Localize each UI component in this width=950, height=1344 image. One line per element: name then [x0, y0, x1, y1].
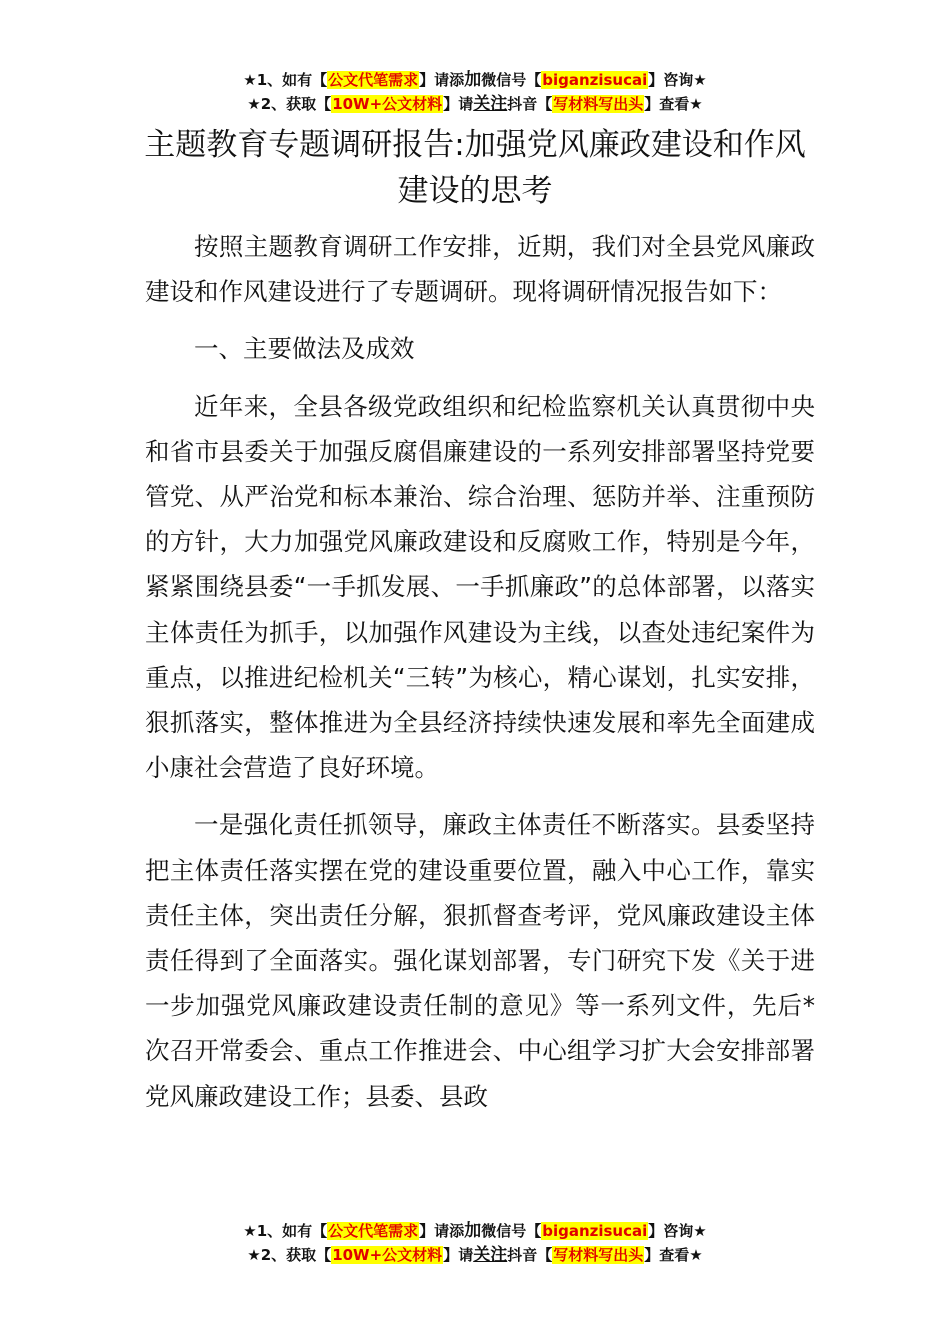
paragraph: 近年来，全县各级党政组织和纪检监察机关认真贯彻中央和省市县委关于加强反腐倡廉建设的一系列安排部署坚持党要管党、从严治党和标本兼治、综合治理、惩防并举、注重预防的方针，大力加强党风廉政建设和反腐败工作，特别是今年，紧紧围绕县委“一手抓发展、一手抓廉政”的总体部署，以落实主体责任为抓手，以加强作风建设为主线，以查处违纪案件为重点，以推进纪检机关“三转”为核心，精心谋划，扎实安排，狠抓落实，整体推进为全县经济持续快速发展和率先全面建成小康社会营造了良好环境。 [145, 391, 815, 783]
bottom-banner [0, 1219, 950, 1267]
section-heading: 一、主要做法及成效 [194, 334, 415, 364]
banner-highlight: 公文代笔需求 [328, 71, 419, 89]
banner-line-1: ★1、如有【公文代笔需求】请添加微信号【biganzisucai】咨询★ [243, 1221, 707, 1241]
paragraph-intro: 按照主题教育调研工作安排，近期，我们对全县党风廉政建设和作风建设进行了专题调研。现将调研情况报告如下： [145, 232, 815, 307]
banner-highlight: 10W+公文材料 [332, 95, 443, 113]
document-body [145, 224, 815, 1119]
paragraph: 一是强化责任抓领导，廉政主体责任不断落实。县委坚持把主体责任落实摆在党的建设重要位置，融入中心工作，靠实责任主体，突出责任分解，狠抓督查考评，党风廉政建设主体责任得到了全面落实。强化谋划部署，专门研究下发《关于进一步加强党风廉政建设责任制的意见》等一系列文件，先后*次召开常委会、重点工作推进会、中心组学习扩大会安排部署党风廉政建设工作；县委、县政 [145, 810, 815, 1111]
banner-wechat-id: biganzisucai [542, 1222, 648, 1240]
banner-highlight: 10W+公文材料 [332, 1246, 443, 1264]
banner-line-2: ★2、获取【10W+公文材料】请关注抖音【写材料写出头】查看★ [247, 94, 703, 114]
banner-line-1: ★1、如有【公文代笔需求】请添加微信号【biganzisucai】咨询★ [243, 70, 707, 90]
banner-line-2: ★2、获取【10W+公文材料】请关注抖音【写材料写出头】查看★ [247, 1245, 703, 1265]
banner-douyin-id: 写材料写出头 [553, 95, 644, 113]
document-title: 主题教育专题调研报告:加强党风廉政建设和作风建设的思考 [144, 127, 806, 209]
banner-wechat-id: biganzisucai [542, 71, 648, 89]
top-banner [0, 68, 950, 116]
banner-douyin-id: 写材料写出头 [553, 1246, 644, 1264]
banner-highlight: 公文代笔需求 [328, 1222, 419, 1240]
